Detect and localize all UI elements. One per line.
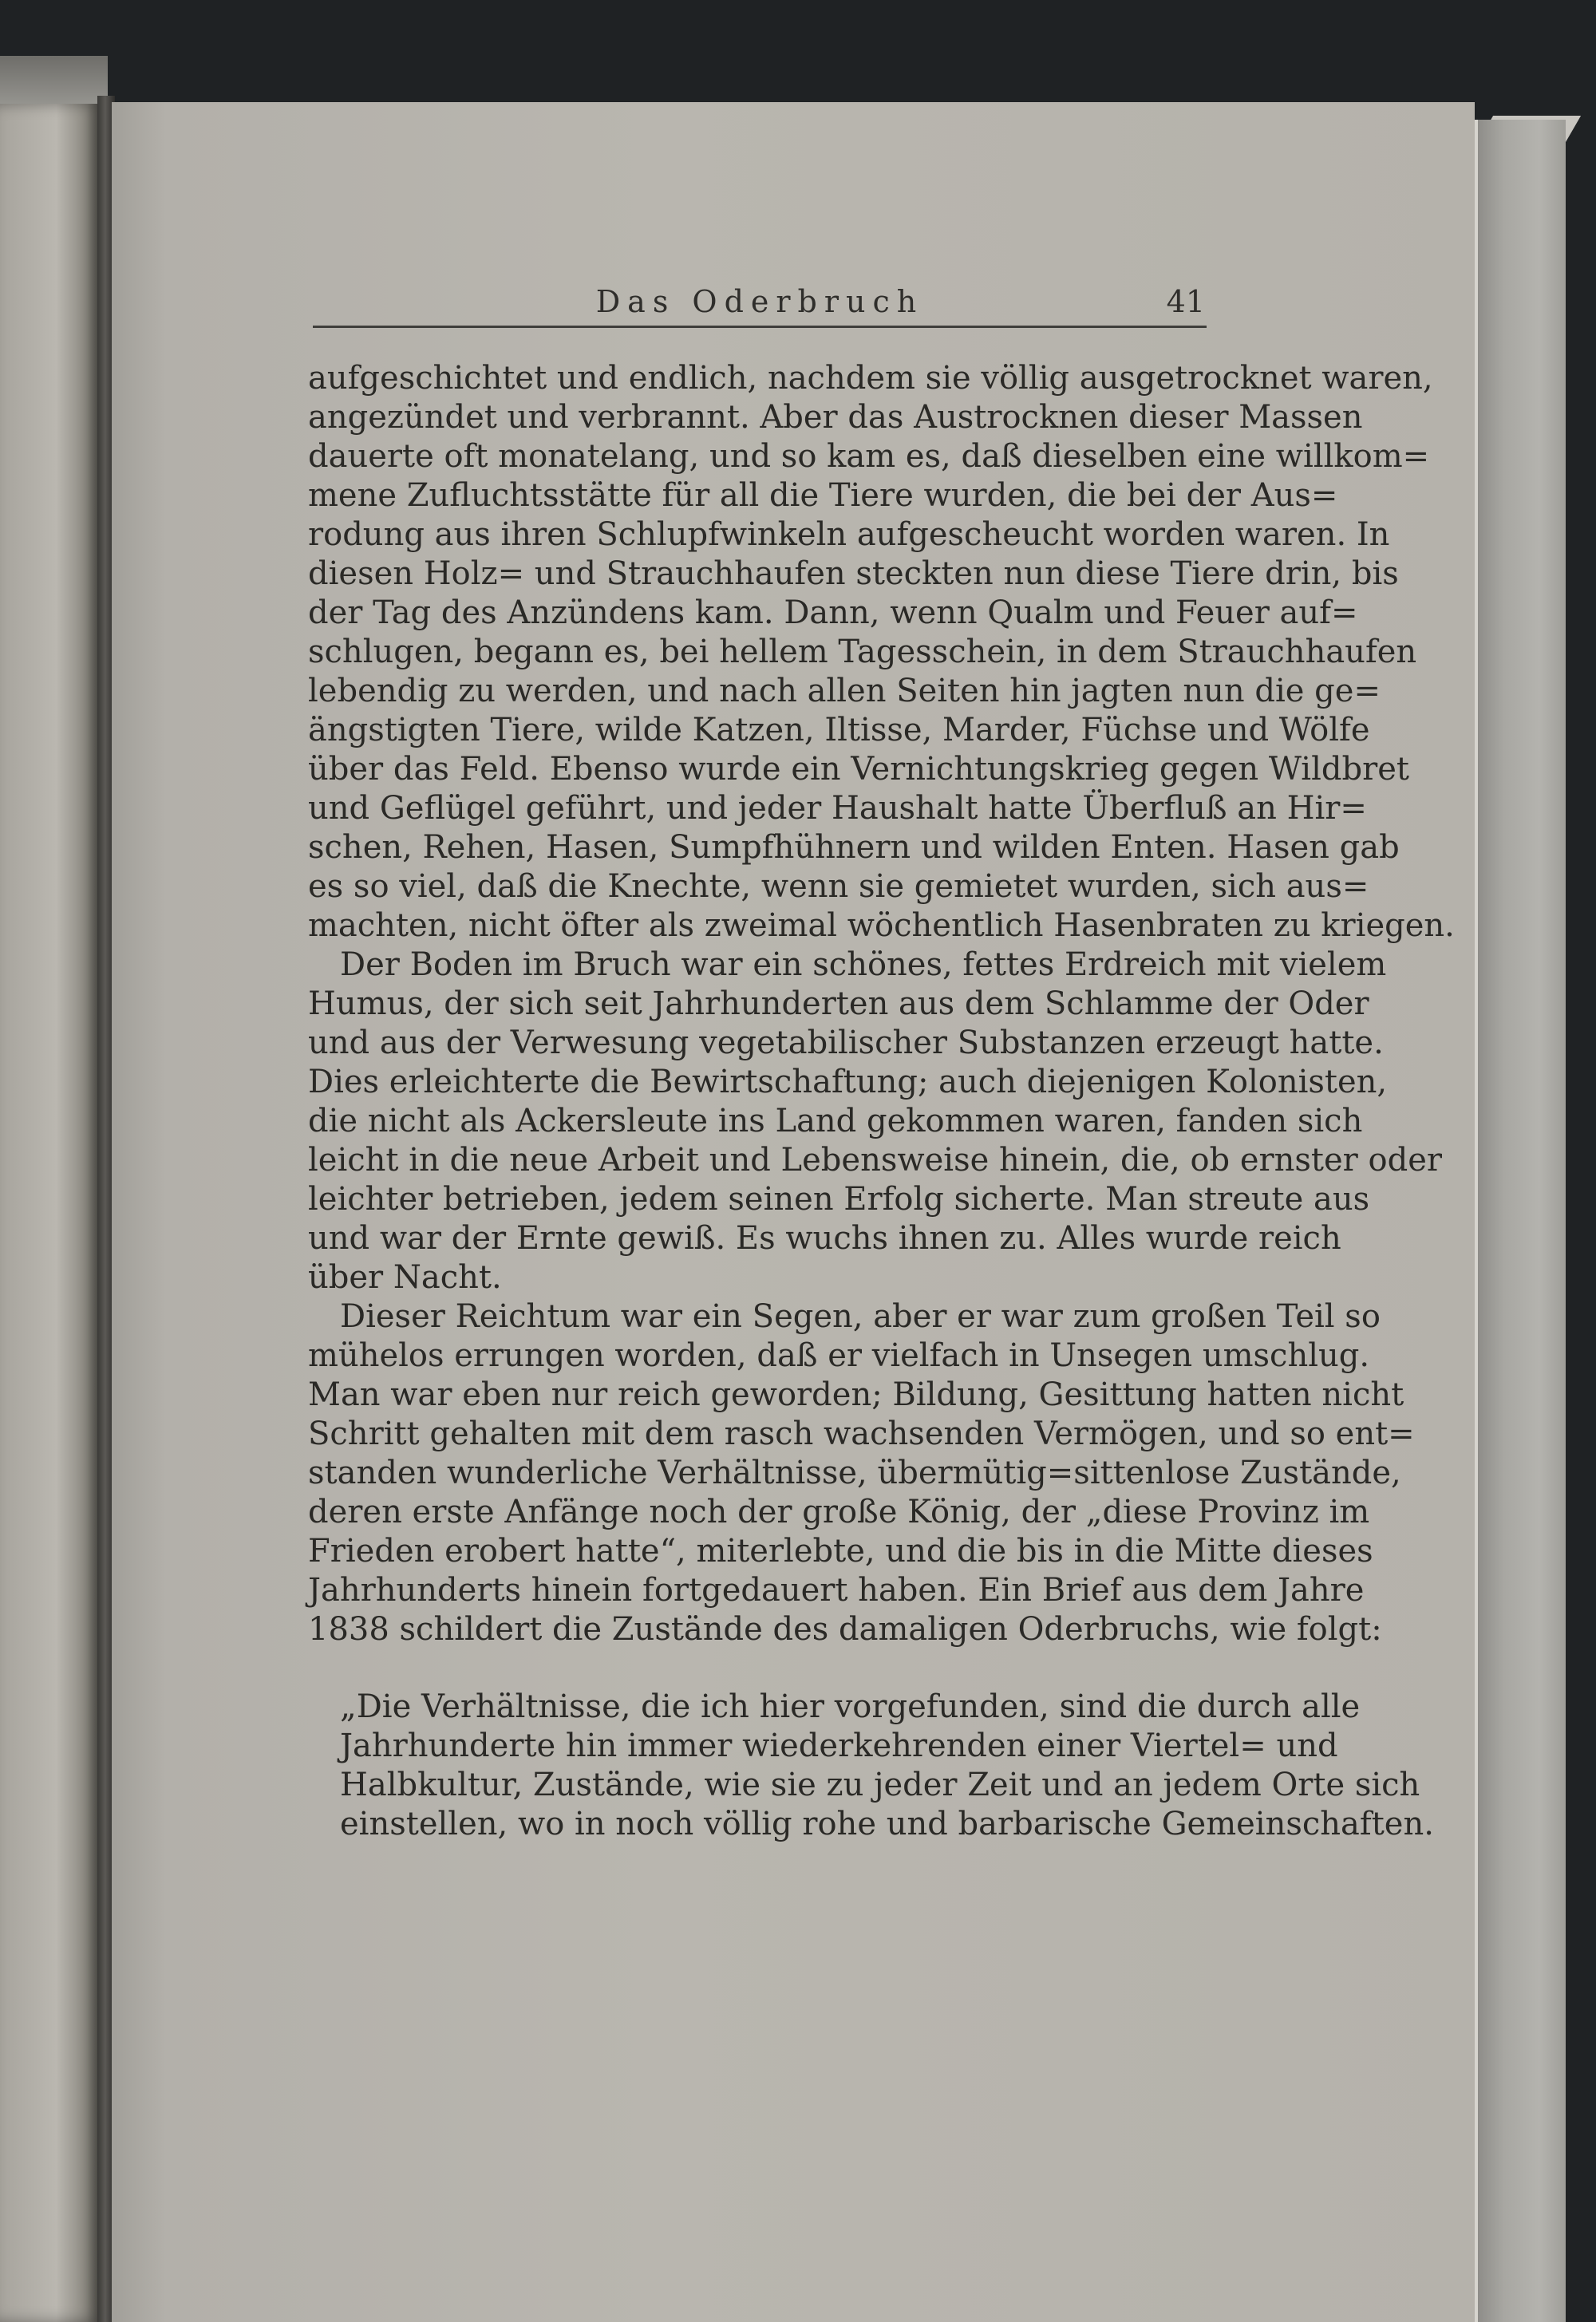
text-line: über Nacht. — [308, 1259, 502, 1296]
text-line: der Tag des Anzündens kam. Dann, wenn Qualm und Feuer auf= — [308, 594, 1358, 631]
text-line: machten, nicht öfter als zweimal wöchentlich Hasenbraten zu kriegen. — [308, 907, 1455, 944]
text-line: die nicht als Ackersleute ins Land gekommen waren, fanden sich — [308, 1103, 1363, 1139]
text-line: leicht in die neue Arbeit und Lebensweise hinein, die, ob ernster oder — [308, 1142, 1442, 1179]
text-line: aufgeschichtet und endlich, nachdem sie völlig ausgetrocknet waren, — [308, 360, 1433, 397]
text-line: angezündet und verbrannt. Aber das Austrocknen dieser Massen — [308, 399, 1363, 436]
text-line: deren erste Anfänge noch der große König, der „diese Provinz im — [308, 1494, 1370, 1530]
text-line: mene Zufluchtsstätte für all die Tiere wurden, die bei der Aus= — [308, 477, 1338, 514]
text-line: dauerte oft monatelang, und so kam es, daß dieselben eine willkom= — [308, 438, 1430, 475]
text-line: Dieser Reichtum war ein Segen, aber er war zum großen Teil so — [340, 1298, 1381, 1335]
left-page — [0, 104, 102, 2322]
book-cover-edge — [1475, 120, 1566, 2322]
text-line: 1838 schildert die Zustände des damaligen Oderbruchs, wie folgt: — [308, 1611, 1382, 1648]
text-line: Humus, der sich seit Jahrhunderten aus dem Schlamme der Oder — [308, 985, 1369, 1022]
text-line: über das Feld. Ebenso wurde ein Vernichtungskrieg gegen Wildbret — [308, 751, 1409, 788]
running-head-title: Das Oderbruch — [595, 284, 924, 319]
page-number: 41 — [1166, 284, 1205, 319]
text-line: Jahrhunderts hinein fortgedauert haben. Ein Brief aus dem Jahre — [308, 1572, 1365, 1609]
body-text — [308, 359, 1455, 1844]
text-line: Man war eben nur reich geworden; Bildung, Gesittung hatten nicht — [308, 1376, 1404, 1413]
quote-line: „Die Verhältnisse, die ich hier vorgefunden, sind die durch alle — [340, 1688, 1361, 1725]
text-line: Schritt gehalten mit dem rasch wachsenden Vermögen, und so ent= — [308, 1416, 1415, 1452]
quote-line: einstellen, wo in noch völlig rohe und barbarische Gemeinschaften. — [340, 1806, 1434, 1842]
text-line: Der Boden im Bruch war ein schönes, fettes Erdreich mit vielem — [340, 946, 1387, 983]
text-line: Frieden erobert hatte“, miterlebte, und die bis in die Mitte dieses — [308, 1533, 1373, 1570]
text-line: Dies erleichterte die Bewirtschaftung; auch diejenigen Kolonisten, — [308, 1064, 1388, 1100]
quote-line: Jahrhunderte hin immer wiederkehrenden einer Viertel= und — [340, 1728, 1338, 1764]
text-line: und Geflügel geführt, und jeder Haushalt hatte Überfluß an Hir= — [308, 790, 1367, 827]
text-line: schen, Rehen, Hasen, Sumpfhühnern und wilden Enten. Hasen gab — [308, 829, 1400, 866]
text-line: es so viel, daß die Knechte, wenn sie gemietet wurden, sich aus= — [308, 868, 1369, 905]
text-line: leichter betrieben, jedem seinen Erfolg sicherte. Man streute aus — [308, 1181, 1370, 1218]
text-line: diesen Holz= und Strauchhaufen steckten nun diese Tiere drin, bis — [308, 555, 1399, 592]
text-line: mühelos errungen worden, daß er vielfach in Unsegen umschlug. — [308, 1337, 1370, 1374]
quote-line: Halbkultur, Zustände, wie sie zu jeder Zeit und an jedem Orte sich — [340, 1767, 1420, 1803]
text-line: ängstigten Tiere, wilde Katzen, Iltisse, Marder, Füchse und Wölfe — [308, 712, 1370, 748]
text-line: lebendig zu werden, und nach allen Seiten hin jagten nun die ge= — [308, 673, 1381, 709]
text-line: standen wunderliche Verhältnisse, übermütig=sittenlose Zustände, — [308, 1455, 1401, 1491]
paragraph-gap — [308, 1649, 1208, 1688]
text-line: rodung aus ihren Schlupfwinkeln aufgescheucht worden waren. In — [308, 516, 1390, 553]
text-line: und aus der Verwesung vegetabilischer Substanzen erzeugt hatte. — [308, 1025, 1384, 1061]
running-head — [313, 278, 1207, 328]
text-line: schlugen, begann es, bei hellem Tagesschein, in dem Strauchhaufen — [308, 634, 1417, 670]
text-line: und war der Ernte gewiß. Es wuchs ihnen zu. Alles wurde reich — [308, 1220, 1341, 1257]
